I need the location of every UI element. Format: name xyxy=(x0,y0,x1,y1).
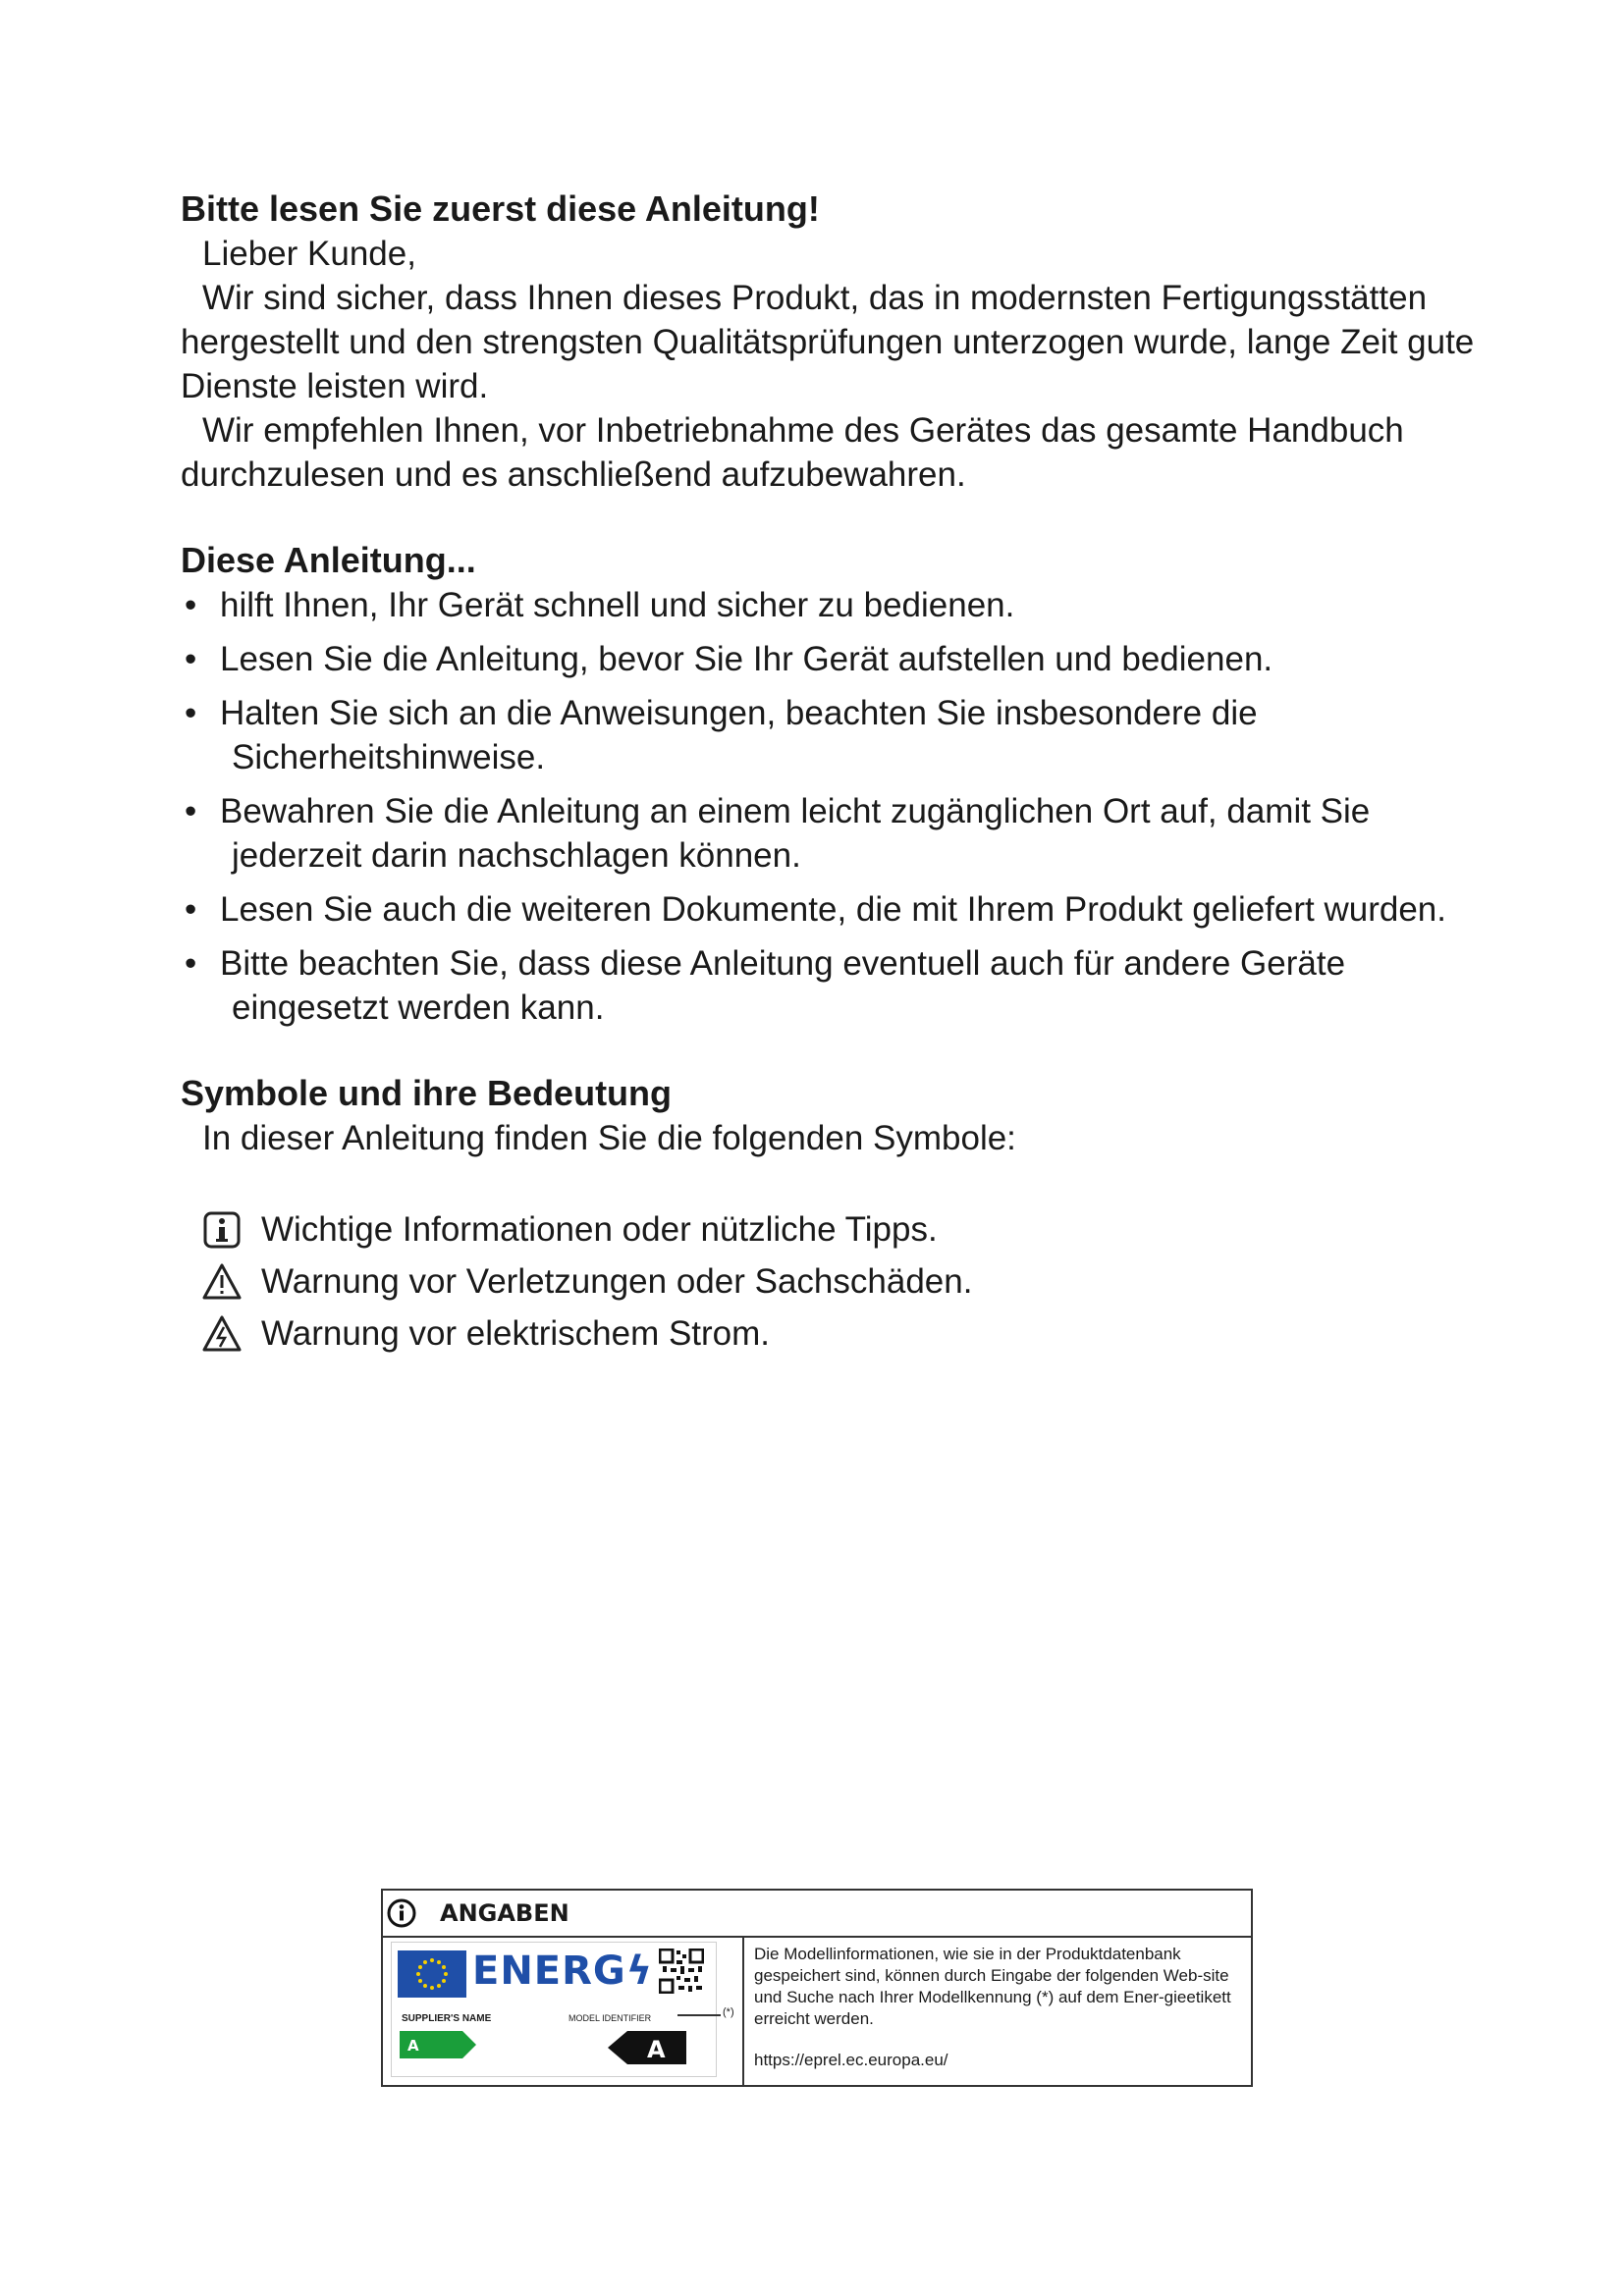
energy-word: ENERG xyxy=(472,1949,626,1994)
list-item-text: hilft Ihnen, Ihr Gerät schnell und sicher zu bedienen. xyxy=(220,586,1015,624)
info-icon xyxy=(202,1210,242,1250)
info-description: Die Modellinformationen, wie sie in der Produktdatenbank gespeichert sind, können durch Eingabe der folgenden Web-site und Suche nach Ihrer Modellkennung (*) auf dem Ener-gieetikett erreicht werden. xyxy=(754,1945,1231,2028)
info-box-header xyxy=(383,1891,1251,1938)
symbols-list xyxy=(181,1207,1487,1356)
guide-list xyxy=(181,583,1487,1030)
qr-code-icon xyxy=(659,1949,704,1994)
energy-label-area xyxy=(383,1938,744,2087)
lightning-icon: ϟ xyxy=(625,1949,654,1994)
list-item-text: Bitte beachten Sie, dass diese Anleitung eventuell auch für andere Geräte xyxy=(220,944,1346,983)
class-left-text: A xyxy=(407,2037,419,2055)
bullet-icon: • xyxy=(185,890,197,929)
supplier-label: SUPPLIER'S NAME xyxy=(402,2013,492,2024)
list-item xyxy=(181,691,1487,779)
intro-paragraph-1-first: Wir sind sicher, dass Ihnen dieses Produkt, das in modernsten Fertigungsstätten xyxy=(202,279,1428,317)
guide-heading: Diese Anleitung... xyxy=(181,540,476,580)
list-item xyxy=(181,583,1487,627)
warning-icon xyxy=(202,1262,242,1302)
list-item xyxy=(181,637,1487,681)
eu-flag-icon xyxy=(398,1950,466,1998)
black-class-arrow xyxy=(608,2031,686,2064)
green-class-arrow xyxy=(400,2031,478,2058)
eprel-link[interactable]: https://eprel.ec.europa.eu/ xyxy=(754,2051,948,2069)
guide-section xyxy=(181,538,1487,1030)
intro-paragraph-1-rest: hergestellt und den strengsten Qualitätsprüfungen unterzogen wurde, lange Zeit gute Dienste leisten wird. xyxy=(181,323,1475,405)
energy-logo-text xyxy=(472,1949,653,1994)
model-label: MODEL IDENTIFIER xyxy=(568,2013,652,2023)
symbol-row xyxy=(181,1259,1487,1304)
symbol-text: Warnung vor elektrischem Strom. xyxy=(261,1314,771,1353)
symbol-text: Wichtige Informationen oder nützliche Tipps. xyxy=(261,1210,938,1249)
symbols-intro: In dieser Anleitung finden Sie die folgenden Symbole: xyxy=(202,1119,1016,1157)
electric-warning-icon xyxy=(202,1314,242,1354)
intro-heading: Bitte lesen Sie zuerst diese Anleitung! xyxy=(181,188,820,229)
symbols-section xyxy=(181,1071,1487,1356)
list-item-continuation: eingesetzt werden kann. xyxy=(232,988,605,1027)
manual-page xyxy=(181,187,1487,1356)
symbol-row xyxy=(181,1207,1487,1252)
bullet-icon: • xyxy=(185,792,197,830)
list-item-text: Bewahren Sie die Anleitung an einem leicht zugänglichen Ort auf, damit Sie xyxy=(220,792,1371,830)
greeting: Lieber Kunde, xyxy=(202,235,416,273)
intro-paragraph-2-rest: durchzulesen und es anschließend aufzubewahren. xyxy=(181,455,966,494)
list-item xyxy=(181,789,1487,878)
list-item-continuation: Sicherheitshinweise. xyxy=(232,738,546,776)
info-box-title: ANGABEN xyxy=(440,1899,569,1927)
intro-paragraph-2 xyxy=(181,408,1487,497)
info-icon xyxy=(387,1898,416,1928)
bullet-icon: • xyxy=(185,944,197,983)
symbol-row xyxy=(181,1311,1487,1356)
list-item-continuation: jederzeit darin nachschlagen können. xyxy=(232,836,801,875)
bullet-icon: • xyxy=(185,694,197,732)
bullet-icon: • xyxy=(185,586,197,624)
list-item-text: Lesen Sie auch die weiteren Dokumente, die mit Ihrem Produkt geliefert wurden. xyxy=(220,890,1446,929)
intro-paragraph-2-first: Wir empfehlen Ihnen, vor Inbetriebnahme des Gerätes das gesamte Handbuch xyxy=(202,411,1404,450)
symbol-text: Warnung vor Verletzungen oder Sachschäden. xyxy=(261,1262,973,1301)
bullet-icon: • xyxy=(185,640,197,678)
symbols-heading: Symbole und ihre Bedeutung xyxy=(181,1073,673,1113)
info-box-text xyxy=(744,1938,1251,2087)
list-item xyxy=(181,941,1487,1030)
energy-label-image xyxy=(391,1942,717,2077)
list-item-text: Lesen Sie die Anleitung, bevor Sie Ihr Gerät aufstellen und bedienen. xyxy=(220,640,1273,678)
class-right-text: A xyxy=(647,2036,666,2063)
star-mark: (*) xyxy=(723,2006,734,2018)
intro-paragraph-1 xyxy=(181,276,1487,408)
energy-info-box xyxy=(381,1889,1253,2087)
list-item-text: Halten Sie sich an die Anweisungen, beachten Sie insbesondere die xyxy=(220,694,1258,732)
list-item xyxy=(181,887,1487,932)
pointer-line xyxy=(677,2014,721,2016)
info-box-body xyxy=(383,1938,1251,2087)
